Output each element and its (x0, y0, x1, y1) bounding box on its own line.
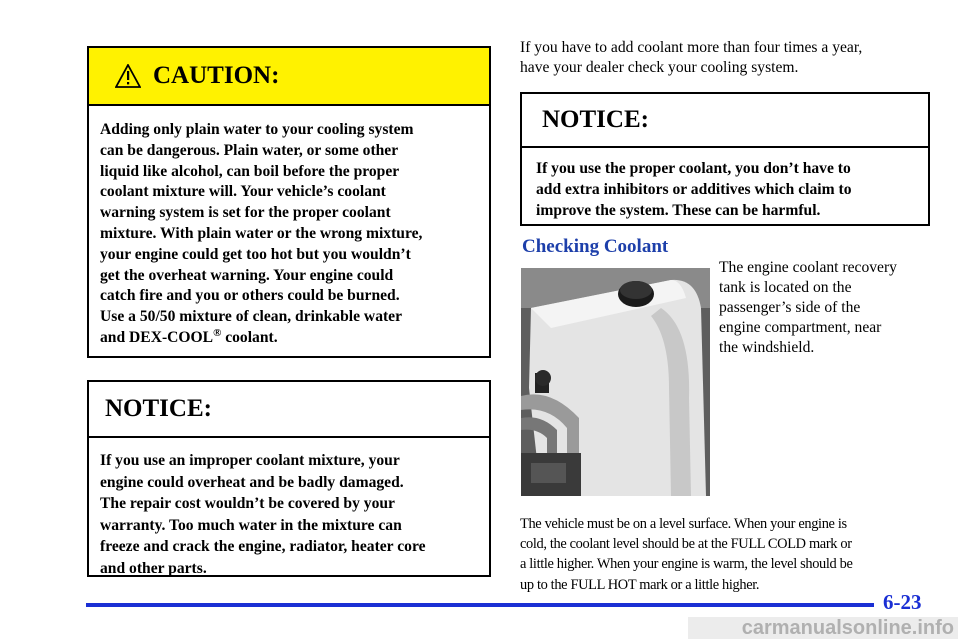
intro-line: have your dealer check your cooling system. (520, 59, 799, 76)
intro-line: If you have to add coolant more than four times a year, (520, 39, 863, 56)
notice-line: If you use the proper coolant, you don’t have to (536, 160, 851, 177)
caution-box (87, 46, 491, 358)
notice-line: warranty. Too much water in the mixture can (100, 516, 402, 534)
notice-text-right (522, 148, 928, 221)
warning-triangle-icon (115, 64, 141, 88)
notice-box-left (87, 380, 491, 577)
coolant-tank-illustration (521, 268, 710, 496)
notice-text-left (89, 438, 489, 579)
caution-line: catch fire and you or others could be burned. (100, 287, 400, 305)
caution-title: CAUTION: (153, 62, 280, 89)
notice-line: freeze and crack the engine, radiator, heater core (100, 538, 426, 555)
body-line: a little higher. When your engine is warm, the level should be (520, 556, 853, 573)
caution-last-line (100, 328, 479, 349)
body-line: cold, the coolant level should be at the FULL COLD mark or (520, 536, 852, 553)
watermark: carmanualsonline.info (688, 617, 958, 639)
caution-header (89, 48, 489, 106)
coolant-tank-photo (521, 268, 710, 496)
notice-line: improve the system. These can be harmful. (536, 202, 821, 219)
notice-line: add extra inhibitors or additives which claim to (536, 181, 852, 198)
caution-line: coolant mixture will. Your vehicle’s coolant (100, 183, 386, 201)
right-column (520, 38, 930, 595)
caution-line: get the overheat warning. Your engine could (100, 266, 394, 284)
caption-line: the windshield. (719, 339, 815, 356)
caption-line: engine compartment, near (719, 319, 882, 336)
footer-rule (86, 603, 874, 607)
notice-box-right (520, 92, 930, 226)
dexcool-text: and DEX-COOL (100, 328, 214, 346)
notice-line: and other parts. (100, 559, 207, 577)
intro-paragraph (520, 38, 930, 78)
caution-text (89, 106, 489, 349)
registered-mark: ® (213, 326, 222, 339)
section-heading: Checking Coolant (522, 236, 669, 257)
body-line: The vehicle must be on a level surface. When your engine is (520, 516, 847, 532)
photo-row (520, 258, 930, 496)
coolant-text: coolant. (221, 328, 278, 346)
left-column (87, 46, 491, 577)
page-number: 6-23 (883, 590, 922, 614)
caption-line: The engine coolant recovery (719, 259, 897, 276)
notice-line: The repair cost wouldn’t be covered by your (100, 495, 395, 512)
notice-line: engine could overheat and be badly damaged. (100, 473, 404, 491)
caution-line: mixture. With plain water or the wrong mixture, (100, 224, 423, 242)
caution-line: liquid like alcohol, can boil before the proper (100, 162, 400, 180)
notice-title-left: NOTICE: (89, 382, 489, 438)
notice-line: If you use an improper coolant mixture, your (100, 452, 400, 469)
coolant-level-paragraph (520, 514, 930, 595)
caution-line: can be dangerous. Plain water, or some other (100, 141, 399, 159)
caution-line: Use a 50/50 mixture of clean, drinkable water (100, 308, 403, 326)
caution-line: your engine could get too hot but you wouldn’t (100, 245, 411, 263)
caption-line: tank is located on the (719, 279, 852, 296)
caution-line: Adding only plain water to your cooling system (100, 121, 414, 138)
caption-line: passenger’s side of the (719, 299, 861, 316)
photo-caption (719, 258, 931, 358)
body-line: up to the FULL HOT mark or a little higher. (520, 576, 760, 593)
caution-line: warning system is set for the proper coolant (100, 204, 391, 222)
notice-title-right: NOTICE: (522, 94, 928, 148)
